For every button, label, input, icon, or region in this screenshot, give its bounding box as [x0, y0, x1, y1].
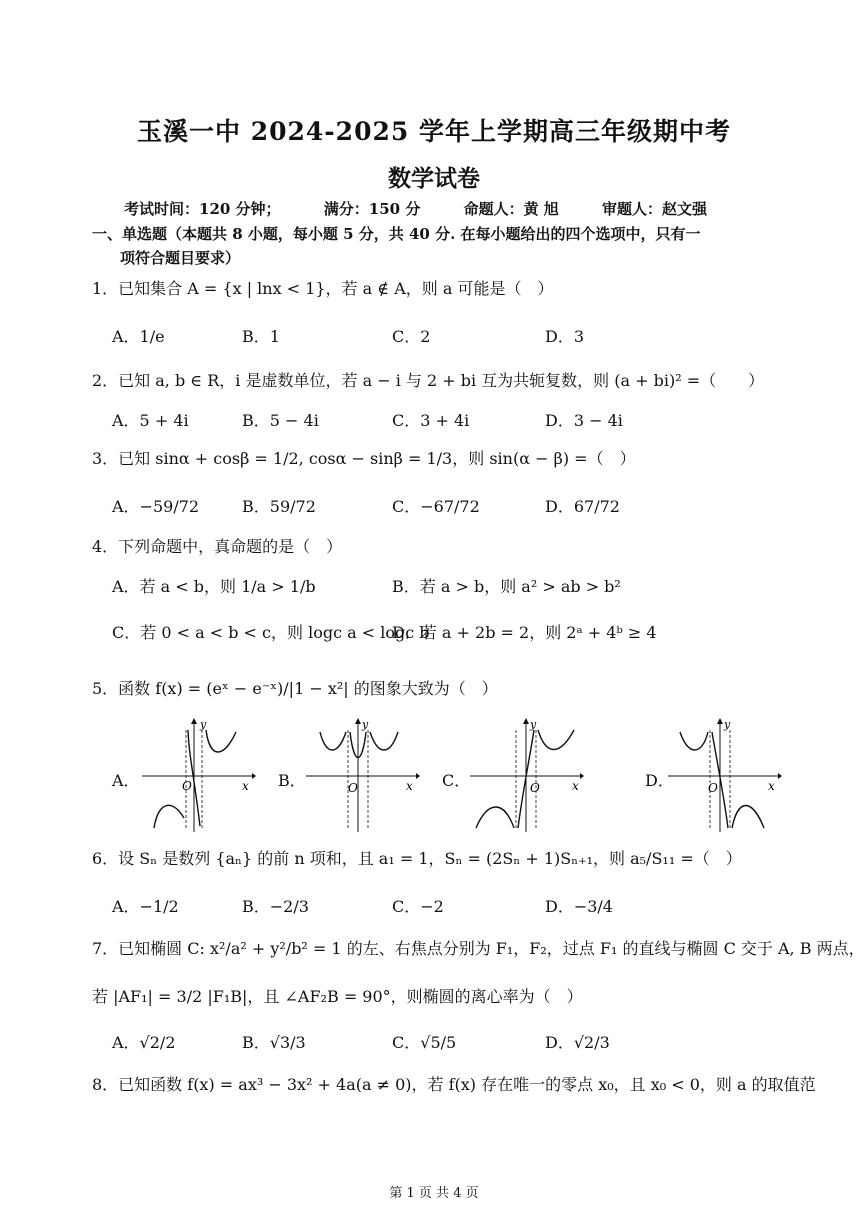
question-2-stem: 2．已知 a, b ∈ R，i 是虚数单位，若 a − i 与 2 + bi 互为共轭复数，则 (a + bi)² =（ ） [92, 371, 765, 390]
reviewer: 审题人：赵文强 [602, 200, 708, 218]
q5-option-c: C． [442, 771, 471, 790]
question-5-stem: 5．函数 f(x) = (eˣ − e⁻ˣ)/|1 − x²| 的图象大致为（ ） [92, 679, 498, 698]
q5-option-a: A． [112, 771, 140, 790]
q5-option-d: D． [645, 771, 674, 790]
q1-option-b: B．1 [242, 327, 280, 346]
q6-option-d: D．−3/4 [545, 897, 613, 916]
q2-option-c: C．3 + 4i [392, 411, 470, 430]
q6-option-c: C．−2 [392, 897, 444, 916]
author: 命题人：黄 旭 [463, 200, 559, 218]
q6-option-a: A．−1/2 [112, 897, 179, 916]
q3-option-c: C．−67/72 [392, 497, 480, 516]
full-score: 满分：150 分 [323, 200, 421, 218]
question-3-stem: 3．已知 sinα + cosβ = 1/2, cosα − sinβ = 1/3，则 sin(α − β) =（ ） [92, 449, 636, 468]
question-6-stem: 6．设 Sₙ 是数列 {aₙ} 的前 n 项和，且 a₁ = 1，Sₙ = (2Sₙ + 1)Sₙ₊₁，则 a₅/S₁₁ =（ ） [92, 849, 742, 868]
question-8-stem: 8．已知函数 f(x) = ax³ − 3x² + 4a(a ≠ 0)，若 f(x) 存在唯一的零点 x₀，且 x₀ < 0，则 a 的取值范 [92, 1075, 816, 1094]
q5d-origin-label: O [708, 781, 718, 795]
q5c-y-label: y [530, 718, 537, 731]
q5d-x-label: x [768, 779, 775, 793]
q2-option-d: D．3 − 4i [545, 411, 623, 430]
q3-option-a: A．−59/72 [112, 497, 200, 516]
page-title: 玉溪一中 2024-2025 学年上学期高三年级期中考 [137, 117, 731, 146]
q1-option-c: C．2 [392, 327, 431, 346]
q7-option-a: A．√2/2 [112, 1033, 176, 1052]
q5a-origin-label: O [182, 779, 192, 793]
q6-option-b: B．−2/3 [242, 897, 309, 916]
q5-graph-c [470, 716, 584, 832]
q5c-x-label: x [572, 779, 579, 793]
question-1-stem: 1．已知集合 A = {x | lnx < 1}，若 a ∉ A，则 a 可能是（ ） [92, 279, 554, 298]
exam-info [124, 198, 745, 219]
section-heading [92, 222, 792, 270]
q2-option-a: A．5 + 4i [112, 411, 189, 430]
section-line-2: 项符合题目要求） [120, 249, 241, 267]
page-subtitle: 数学试卷 [388, 165, 480, 192]
q1-option-d: D．3 [545, 327, 585, 346]
q4-option-d: D．若 a + 2b = 2，则 2ᵃ + 4ᵇ ≥ 4 [392, 623, 657, 642]
q5a-x-label: x [242, 779, 249, 793]
q5b-origin-label: O [348, 781, 358, 795]
q7-option-d: D．√2/3 [545, 1033, 610, 1052]
q1-option-a: A．1/e [112, 327, 165, 346]
q5-option-b: B． [278, 771, 306, 790]
section-line-1: 一、单选题（本题共 8 小题，每小题 5 分，共 40 分. 在每小题给出的四个选项中，只有一 [92, 225, 701, 243]
q4-option-b: B．若 a > b，则 a² > ab > b² [392, 577, 621, 596]
question-7-stem-line-2: 若 |AF₁| = 3/2 |F₁B|，且 ∠AF₂B = 90°，则椭圆的离心率为（ ） [92, 987, 583, 1006]
question-7-stem: 7．已知椭圆 C: x²/a² + y²/b² = 1 的左、右焦点分别为 F₁，F₂，过点 F₁ 的直线与椭圆 C 交于 A, B 两点， [92, 939, 865, 958]
q4-option-c: C．若 0 < a < b < c，则 logc a < logc b [112, 623, 430, 642]
q5b-x-label: x [406, 779, 413, 793]
q3-option-b: B．59/72 [242, 497, 316, 516]
q5-graph-a [142, 716, 256, 832]
q7-option-b: B．√3/3 [242, 1033, 306, 1052]
q4-option-a: A．若 a < b，则 1/a > 1/b [112, 577, 316, 596]
q5b-y-label: y [362, 718, 369, 731]
q2-option-b: B．5 − 4i [242, 411, 319, 430]
question-4-stem: 4．下列命题中，真命题的是（ ） [92, 537, 343, 556]
q7-option-c: C．√5/5 [392, 1033, 457, 1052]
exam-time: 考试时间：120 分钟； [124, 200, 281, 218]
q5d-y-label: y [724, 718, 731, 731]
q5-graph-d [668, 716, 782, 832]
q5c-origin-label: O [530, 781, 540, 795]
q5a-y-label: y [200, 718, 207, 731]
q5-graph-b [306, 716, 420, 832]
q3-option-d: D．67/72 [545, 497, 620, 516]
page-footer: 第 1 页 共 4 页 [389, 1186, 479, 1201]
